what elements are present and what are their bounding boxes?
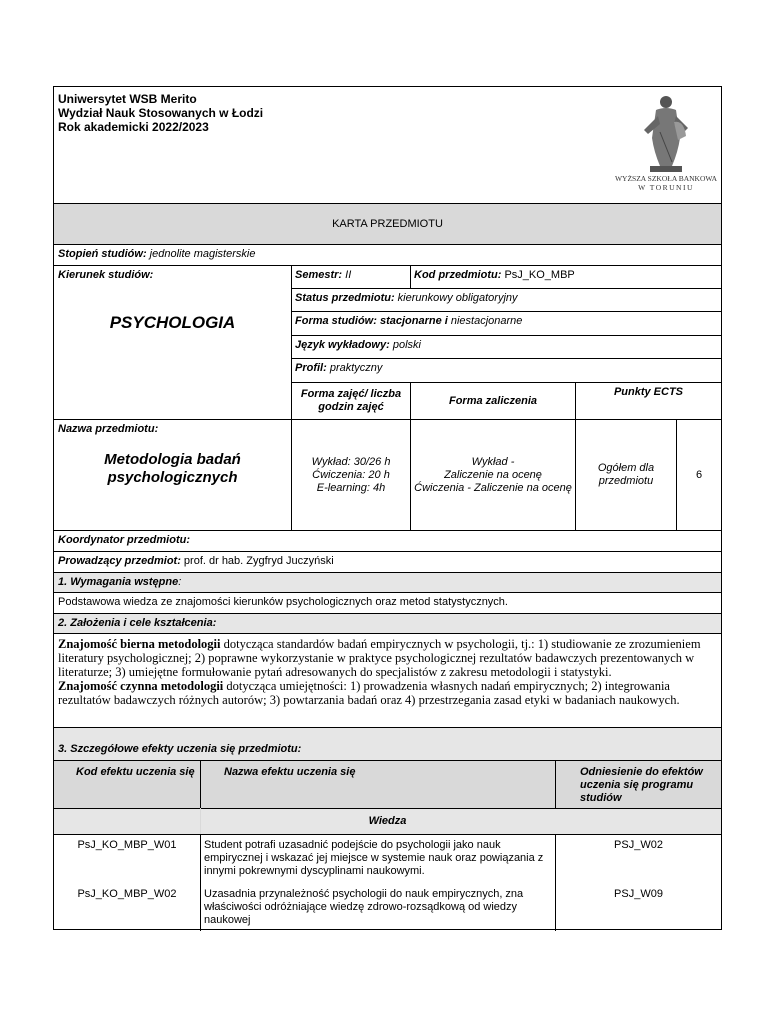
course-code-cell: Kod przedmiotu: PsJ_KO_MBP: [414, 269, 575, 281]
col-outcome-ref: Odniesienie do efektów uczenia się programu studiów: [580, 766, 703, 804]
coordinator-label: Koordynator przedmiotu:: [58, 534, 190, 546]
faculty-name: Wydział Nauk Stosowanych w Łodzi: [58, 106, 264, 120]
course-name-label: Nazwa przedmiotu:: [58, 423, 159, 435]
outcome-ref-2: PSJ_W09: [614, 888, 663, 900]
outcomes-heading: 3. Szczegółowe efekty uczenia się przedmiotu:: [54, 728, 721, 760]
field-value: PSYCHOLOGIA: [109, 313, 236, 332]
status-cell: Status przedmiotu: kierunkowy obligatoryjny: [295, 292, 518, 304]
requirements-text: Podstawowa wiedza ze znajomości kierunków psychologicznych oraz metod statystycznych.: [58, 596, 508, 608]
academic-year: Rok akademicki 2022/2023: [58, 120, 209, 134]
hours-cell: Wykład: 30/26 h Ćwiczenia: 20 h E-learning: 4h: [311, 455, 391, 494]
ects-value-cell: 6: [695, 468, 703, 481]
language-cell: Język wykładowy: polski: [295, 339, 421, 351]
outcome-name-1: Student potrafi uzasadnić podejście do psychologii jako nauk empirycznej i wskazać jej miejsce w systemie nauk oraz powiązania z innymi pokrewnymi dyscyplinami naukowymi.: [204, 839, 544, 877]
logo-text: WYŻSZA SZKOŁA BANKOWA W TORUNIU: [614, 174, 718, 192]
course-name-value: Metodologia badań psychologicznych: [104, 451, 241, 486]
semester-cell: Semestr: II: [295, 269, 352, 281]
profile-cell: Profil: praktyczny: [295, 362, 383, 374]
col-outcome-name: Nazwa efektu uczenia się: [224, 766, 356, 778]
study-form-cell: Forma studiów: stacjonarne i niestacjonarne: [295, 315, 523, 327]
outcome-code-1: PsJ_KO_MBP_W01: [77, 839, 177, 851]
outcome-name-2: Uzasadnia przynależność psychologii do nauk empirycznych, zna właściwości odróżniające wiedzę zdrowo-rozsądkową od wiedzy naukowej: [204, 888, 524, 926]
requirements-heading: 1. Wymagania wstępne:: [54, 573, 721, 592]
goals-heading: 2. Założenia i cele kształcenia:: [54, 614, 721, 633]
page-title: KARTA PRZEDMIOTU: [54, 204, 721, 244]
header-info: [58, 92, 358, 134]
col-forma-zaliczenia: Forma zaliczenia: [448, 394, 538, 407]
course-card-page: [53, 86, 722, 930]
university-logo: [612, 92, 720, 200]
goals-paragraph-2: Znajomość czynna metodologii dotycząca umiejętności: 1) prowadzenia własnych nadań empirycznych; 2) integrowania rezultatów badawczych różnych autorów; 3) powtarzania badań oraz 4) przestrzegania zasad etyki w badaniach naukowych.: [58, 679, 680, 707]
section-wiedza: Wiedza: [54, 809, 721, 834]
outcome-code-2: PsJ_KO_MBP_W02: [77, 888, 177, 900]
col-ects: Punkty ECTS: [613, 386, 684, 398]
university-name: Uniwersytet WSB Merito: [58, 92, 197, 106]
degree-row: Stopień studiów: jednolite magisterskie: [58, 248, 256, 260]
field-label: Kierunek studiów:: [58, 269, 154, 281]
ects-label-cell: Ogółem dla przedmiotu: [597, 462, 655, 487]
goals-text: [58, 637, 718, 707]
col-forma-zajec: Forma zajęć/ liczba godzin zajęć: [300, 388, 402, 413]
col-outcome-code: Kod efektu uczenia się: [76, 766, 195, 778]
assessment-cell: Wykład - Zaliczenie na ocenę Ćwiczenia - Zaliczenie na ocenę: [414, 455, 572, 494]
lecturer-row: Prowadzący przedmiot: prof. dr hab. Zygfryd Juczyński: [58, 555, 334, 567]
outcome-ref-1: PSJ_W02: [614, 839, 663, 851]
goals-paragraph-1: Znajomość bierna metodologii dotycząca standardów badań empirycznych w psychologii, tj.: 1) studiowanie ze zrozumieniem literatury psychologicznej; 2) poprawne wykorzystanie w praktyce psychologicznej rezultatów badawczych prezentowanych w literaturze; 3) umiejętne formułowanie pytań adresowanych do specjalistów z zakresu metodologii i statystyki.: [58, 637, 701, 679]
